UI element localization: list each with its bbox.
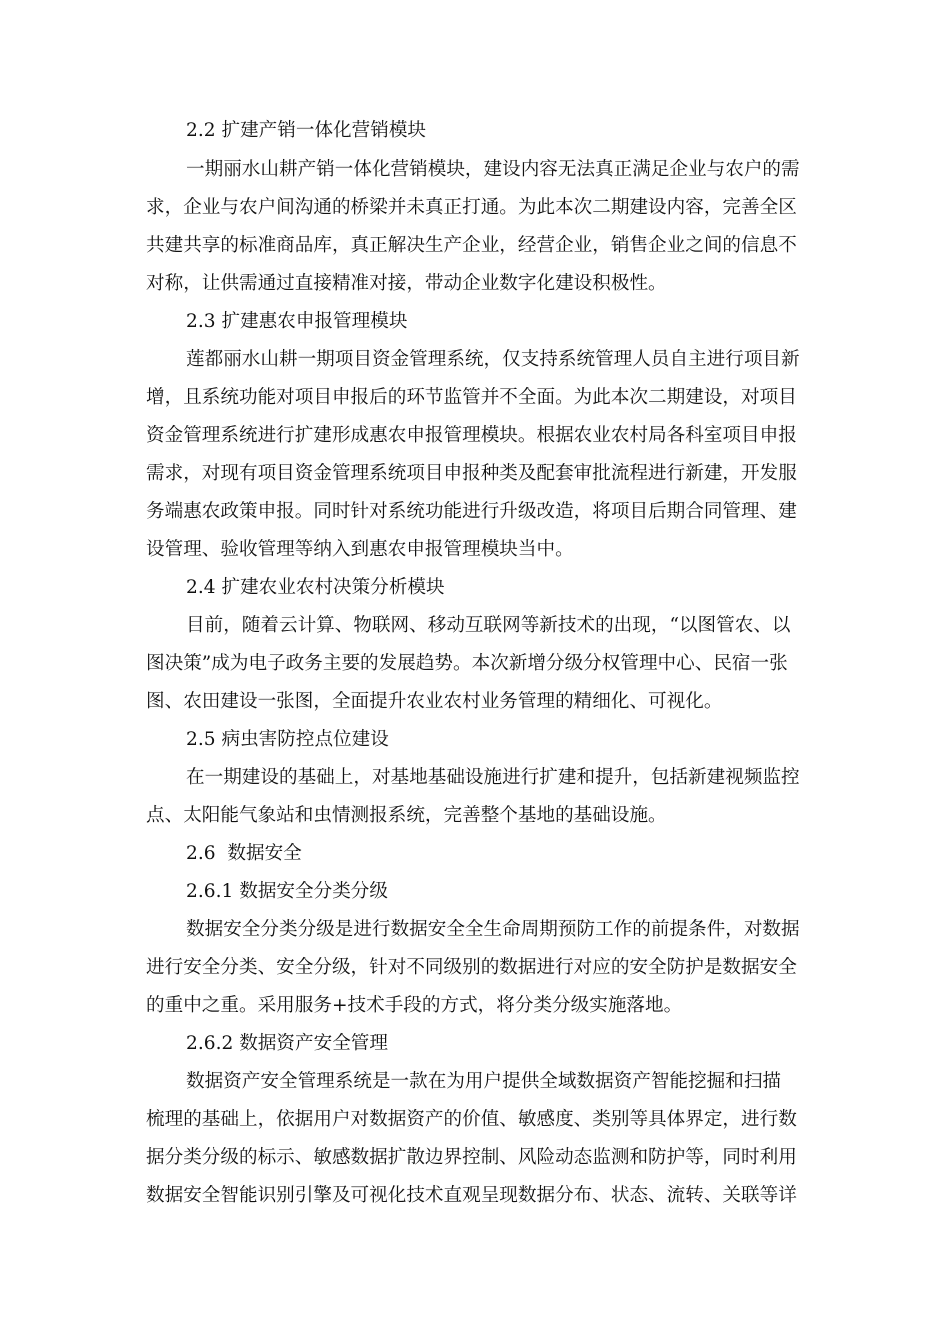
paragraph-line: 点、太阳能气象站和虫情测报系统，完善整个基地的基础设施。 <box>146 805 667 826</box>
paragraph-line: 的重中之重。采用服务+技术手段的方式，将分类分级实施落地。 <box>146 995 683 1016</box>
paragraph-line: 数据资产安全管理系统是一款在为用户提供全域数据资产智能挖掘和扫描 <box>186 1071 782 1092</box>
paragraph-line: 目前，随着云计算、物联网、移动互联网等新技术的出现，“以图管农、以 <box>186 615 791 636</box>
paragraph-line: 在一期建设的基础上，对基地基础设施进行扩建和提升，包括新建视频监控 <box>186 767 800 788</box>
paragraph-line: 务端惠农政策申报。同时针对系统功能进行升级改造，将项目后期合同管理、建 <box>146 501 797 522</box>
section-heading-2-6-1: 2.6.1 数据安全分类分级 <box>186 881 388 902</box>
paragraph-line: 对称，让供需通过直接精准对接，带动企业数字化建设积极性。 <box>146 273 667 294</box>
paragraph-line: 增，且系统功能对项目申报后的环节监管并不全面。为此本次二期建设，对项目 <box>146 387 797 408</box>
section-heading-2-3: 2.3 扩建惠农申报管理模块 <box>186 311 408 332</box>
paragraph-line: 一期丽水山耕产销一体化营销模块，建设内容无法真正满足企业与农户的需 <box>186 159 800 180</box>
section-heading-2-2: 2.2 扩建产销一体化营销模块 <box>186 120 427 141</box>
paragraph-line: 需求，对现有项目资金管理系统项目申报种类及配套审批流程进行新建，开发服 <box>146 463 797 484</box>
section-heading-2-6: 2.6 数据安全 <box>186 843 302 864</box>
section-heading-2-5: 2.5 病虫害防控点位建设 <box>186 729 389 750</box>
paragraph-line: 数据安全智能识别引擎及可视化技术直观呈现数据分布、状态、流转、关联等详 <box>146 1185 797 1206</box>
paragraph-line: 进行安全分类、安全分级，针对不同级别的数据进行对应的安全防护是数据安全 <box>146 957 797 978</box>
section-heading-2-4: 2.4 扩建农业农村决策分析模块 <box>186 577 445 598</box>
paragraph-line: 资金管理系统进行扩建形成惠农申报管理模块。根据农业农村局各科室项目申报 <box>146 425 797 446</box>
paragraph-line: 梳理的基础上，依据用户对数据资产的价值、敏感度、类别等具体界定，进行数 <box>146 1109 797 1130</box>
paragraph-line: 图、农田建设一张图，全面提升农业农村业务管理的精细化、可视化。 <box>146 691 723 712</box>
paragraph-line: 求，企业与农户间沟通的桥梁并未真正打通。为此本次二期建设内容，完善全区 <box>146 197 797 218</box>
paragraph-line: 共建共享的标准商品库，真正解决生产企业，经营企业，销售企业之间的信息不 <box>146 235 797 256</box>
paragraph-line: 图决策”成为电子政务主要的发展趋势。本次新增分级分权管理中心、民宿一张 <box>146 653 788 674</box>
paragraph-line: 设管理、验收管理等纳入到惠农申报管理模块当中。 <box>146 539 574 560</box>
paragraph-line: 据分类分级的标示、敏感数据扩散边界控制、风险动态监测和防护等，同时利用 <box>146 1147 797 1168</box>
paragraph-line: 莲都丽水山耕一期项目资金管理系统，仅支持系统管理人员自主进行项目新 <box>186 349 800 370</box>
section-heading-2-6-2: 2.6.2 数据资产安全管理 <box>186 1033 388 1054</box>
paragraph-line: 数据安全分类分级是进行数据安全全生命周期预防工作的前提条件，对数据 <box>186 919 800 940</box>
